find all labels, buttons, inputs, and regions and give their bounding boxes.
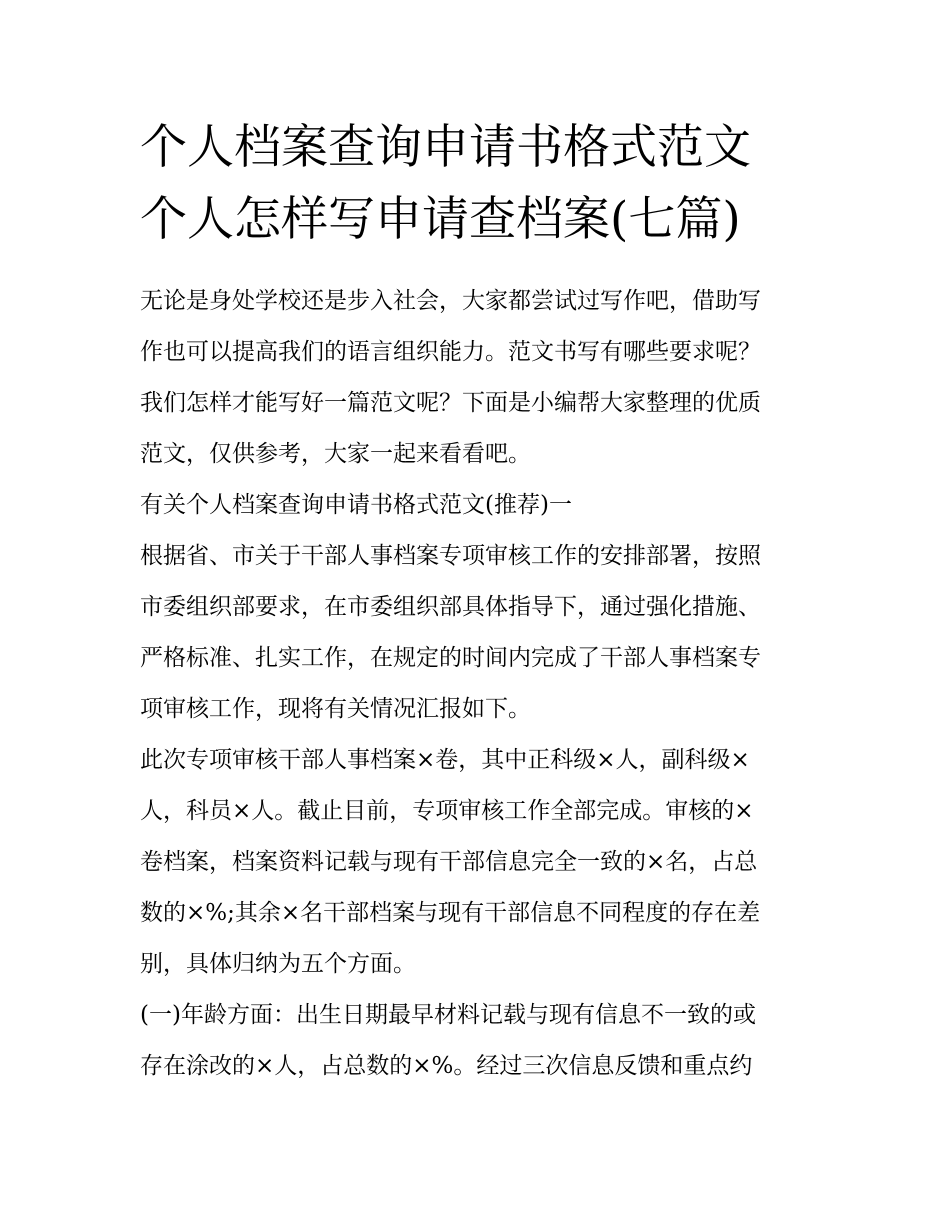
text-line: 市委组织部要求，在市委组织部具体指导下，通过强化措施、 (140, 594, 761, 620)
document-title (140, 112, 830, 256)
title-line: 个人档案查询申请书格式范文 (140, 120, 751, 175)
body-paragraph (140, 990, 812, 1092)
text-line: 作也可以提高我们的语言组织能力。范文书写有哪些要求呢？ (140, 339, 761, 365)
section-heading (140, 480, 812, 531)
text-line: 根据省、市关于干部人事档案专项审核工作的安排部署，按照 (140, 543, 761, 569)
text-line: 数的×%;其余×名干部档案与现有干部信息不同程度的存在差 (140, 900, 761, 926)
text-line: 别，具体归纳为五个方面。 (140, 951, 416, 977)
text-line: 卷档案，档案资料记载与现有干部信息完全一致的×名，占总 (140, 849, 758, 875)
text-line: 人，科员×人。截止目前，专项审核工作全部完成。审核的× (140, 798, 754, 824)
text-line: 此次专项审核干部人事档案×卷，其中正科级×人，副科级× (140, 747, 750, 773)
text-line: 严格标准、扎实工作，在规定的时间内完成了干部人事档案专 (140, 645, 761, 671)
text-line: 范文，仅供参考，大家一起来看看吧。 (140, 441, 531, 467)
text-line: (一)年龄方面：出生日期最早材料记载与现有信息不一致的或 (140, 1002, 756, 1028)
document-body (140, 276, 812, 1092)
text-line: 项审核工作，现将有关情况汇报如下。 (140, 696, 531, 722)
text-line: 存在涂改的×人，占总数的×%。经过三次信息反馈和重点约 (140, 1053, 753, 1079)
text-line: 我们怎样才能写好一篇范文呢？下面是小编帮大家整理的优质 (140, 390, 761, 416)
body-paragraph (140, 735, 812, 990)
intro-paragraph (140, 276, 812, 480)
title-line: 个人怎样写申请查档案(七篇) (140, 192, 741, 247)
body-paragraph (140, 531, 812, 735)
text-line: 无论是身处学校还是步入社会，大家都尝试过写作吧，借助写 (140, 288, 761, 314)
text-line: 有关个人档案查询申请书格式范文(推荐)一 (140, 492, 572, 518)
